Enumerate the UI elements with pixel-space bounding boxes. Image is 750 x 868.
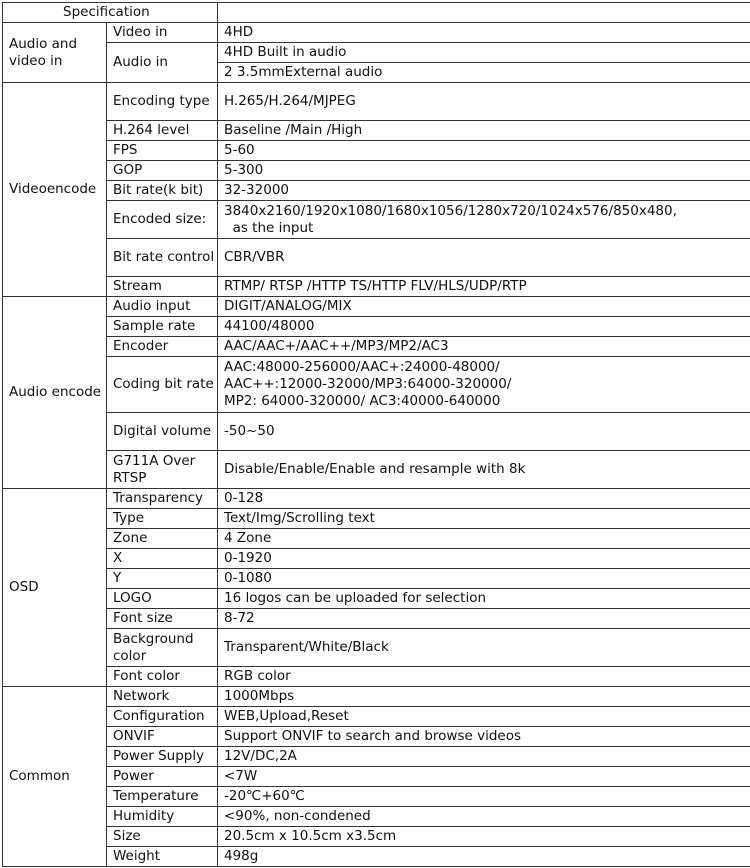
table-row — [3, 239, 750, 277]
row-value: 12V/DC,2A — [218, 747, 750, 767]
table-row — [3, 357, 750, 413]
row-label: Size — [107, 827, 218, 847]
section-videoencode: Videoencode — [3, 83, 107, 297]
row-label: X — [107, 549, 218, 569]
row-value: 5-60 — [218, 141, 750, 161]
row-label: Encoded size: — [107, 201, 218, 239]
row-value: Transparent/White/Black — [218, 629, 750, 667]
table-row — [3, 337, 750, 357]
row-label: Humidity — [107, 807, 218, 827]
table-row — [3, 687, 750, 707]
table-row — [3, 807, 750, 827]
row-label: Coding bit rate — [107, 357, 218, 413]
row-value: <90%, non-condened — [218, 807, 750, 827]
table-row — [3, 121, 750, 141]
row-value: Disable/Enable/Enable and resample with 8k — [218, 451, 750, 489]
table-row — [3, 43, 750, 63]
section-common: Common — [3, 687, 107, 867]
row-value: 4 Zone — [218, 529, 750, 549]
row-label: H.264 level — [107, 121, 218, 141]
row-label: Font color — [107, 667, 218, 687]
row-value: 16 logos can be uploaded for selection — [218, 589, 750, 609]
row-value: 4HD Built in audio — [218, 43, 750, 63]
table-row — [3, 747, 750, 767]
row-value: 498g — [218, 847, 750, 867]
row-label: FPS — [107, 141, 218, 161]
table-row — [3, 413, 750, 451]
table-row — [3, 609, 750, 629]
row-value: 44100/48000 — [218, 317, 750, 337]
row-value: -20℃+60℃ — [218, 787, 750, 807]
row-label: Configuration — [107, 707, 218, 727]
row-value: -50~50 — [218, 413, 750, 451]
row-value: RTMP/ RTSP /HTTP TS/HTTP FLV/HLS/UDP/RTP — [218, 277, 750, 297]
table-row — [3, 589, 750, 609]
row-value: 20.5cm x 10.5cm x3.5cm — [218, 827, 750, 847]
row-label: LOGO — [107, 589, 218, 609]
table-row — [3, 277, 750, 297]
row-value: RGB color — [218, 667, 750, 687]
row-value: DIGIT/ANALOG/MIX — [218, 297, 750, 317]
row-value: 1000Mbps — [218, 687, 750, 707]
table-row — [3, 489, 750, 509]
row-label: Background color — [107, 629, 218, 667]
table-row — [3, 529, 750, 549]
row-value: AAC:48000-256000/AAC+:24000-48000/ AAC++:12000-32000/MP3:64000-320000/ MP2: 64000-320000/ AC3:40000-640000 — [218, 357, 750, 413]
table-row — [3, 847, 750, 867]
table-row — [3, 667, 750, 687]
table-row — [3, 83, 750, 121]
row-value: <7W — [218, 767, 750, 787]
row-label: G711A Over RTSP — [107, 451, 218, 489]
table-row — [3, 181, 750, 201]
row-value: 3840x2160/1920x1080/1680x1056/1280x720/1024x576/850x480, as the input — [218, 201, 750, 239]
row-value: WEB,Upload,Reset — [218, 707, 750, 727]
table-row — [3, 629, 750, 667]
table-row — [3, 767, 750, 787]
row-label: Type — [107, 509, 218, 529]
row-value: 0-1920 — [218, 549, 750, 569]
row-label: Weight — [107, 847, 218, 867]
row-label: Stream — [107, 277, 218, 297]
row-label: Font size — [107, 609, 218, 629]
table-row — [3, 317, 750, 337]
table-row — [3, 161, 750, 181]
spec-table — [2, 2, 750, 867]
row-value: 0-1080 — [218, 569, 750, 589]
table-row — [3, 141, 750, 161]
section-audio-encode: Audio encode — [3, 297, 107, 489]
row-value: 8-72 — [218, 609, 750, 629]
row-label: Network — [107, 687, 218, 707]
row-value: 5-300 — [218, 161, 750, 181]
row-value: CBR/VBR — [218, 239, 750, 277]
table-row — [3, 23, 750, 43]
section-osd: OSD — [3, 489, 107, 687]
row-label: Sample rate — [107, 317, 218, 337]
row-value: 0-128 — [218, 489, 750, 509]
row-label: Audio in — [107, 43, 218, 83]
header-cell: Specification — [3, 3, 218, 23]
row-label: Audio input — [107, 297, 218, 317]
row-label: Bit rate control — [107, 239, 218, 277]
row-value: Baseline /Main /High — [218, 121, 750, 141]
header-row — [3, 3, 750, 23]
row-label: Y — [107, 569, 218, 589]
row-label: Encoding type — [107, 83, 218, 121]
row-label: Digital volume — [107, 413, 218, 451]
row-label: Transparency — [107, 489, 218, 509]
row-value: AAC/AAC+/AAC++/MP3/MP2/AC3 — [218, 337, 750, 357]
header-empty-cell — [218, 3, 750, 23]
table-row — [3, 787, 750, 807]
table-row — [3, 201, 750, 239]
row-label: Bit rate(k bit) — [107, 181, 218, 201]
row-value: H.265/H.264/MJPEG — [218, 83, 750, 121]
row-label: Zone — [107, 529, 218, 549]
section-audio-video-in: Audio and video in — [3, 23, 107, 83]
row-label: Temperature — [107, 787, 218, 807]
table-row — [3, 549, 750, 569]
table-row — [3, 509, 750, 529]
row-value: 4HD — [218, 23, 750, 43]
table-row — [3, 297, 750, 317]
row-label: Video in — [107, 23, 218, 43]
table-row — [3, 827, 750, 847]
row-label: Power Supply — [107, 747, 218, 767]
table-row — [3, 707, 750, 727]
row-value: 2 3.5mmExternal audio — [218, 63, 750, 83]
row-value: Support ONVIF to search and browse videos — [218, 727, 750, 747]
row-value: Text/Img/Scrolling text — [218, 509, 750, 529]
table-row — [3, 727, 750, 747]
table-row — [3, 451, 750, 489]
row-value: 32-32000 — [218, 181, 750, 201]
row-label: Power — [107, 767, 218, 787]
table-row — [3, 569, 750, 589]
row-label: Encoder — [107, 337, 218, 357]
row-label: ONVIF — [107, 727, 218, 747]
row-label: GOP — [107, 161, 218, 181]
